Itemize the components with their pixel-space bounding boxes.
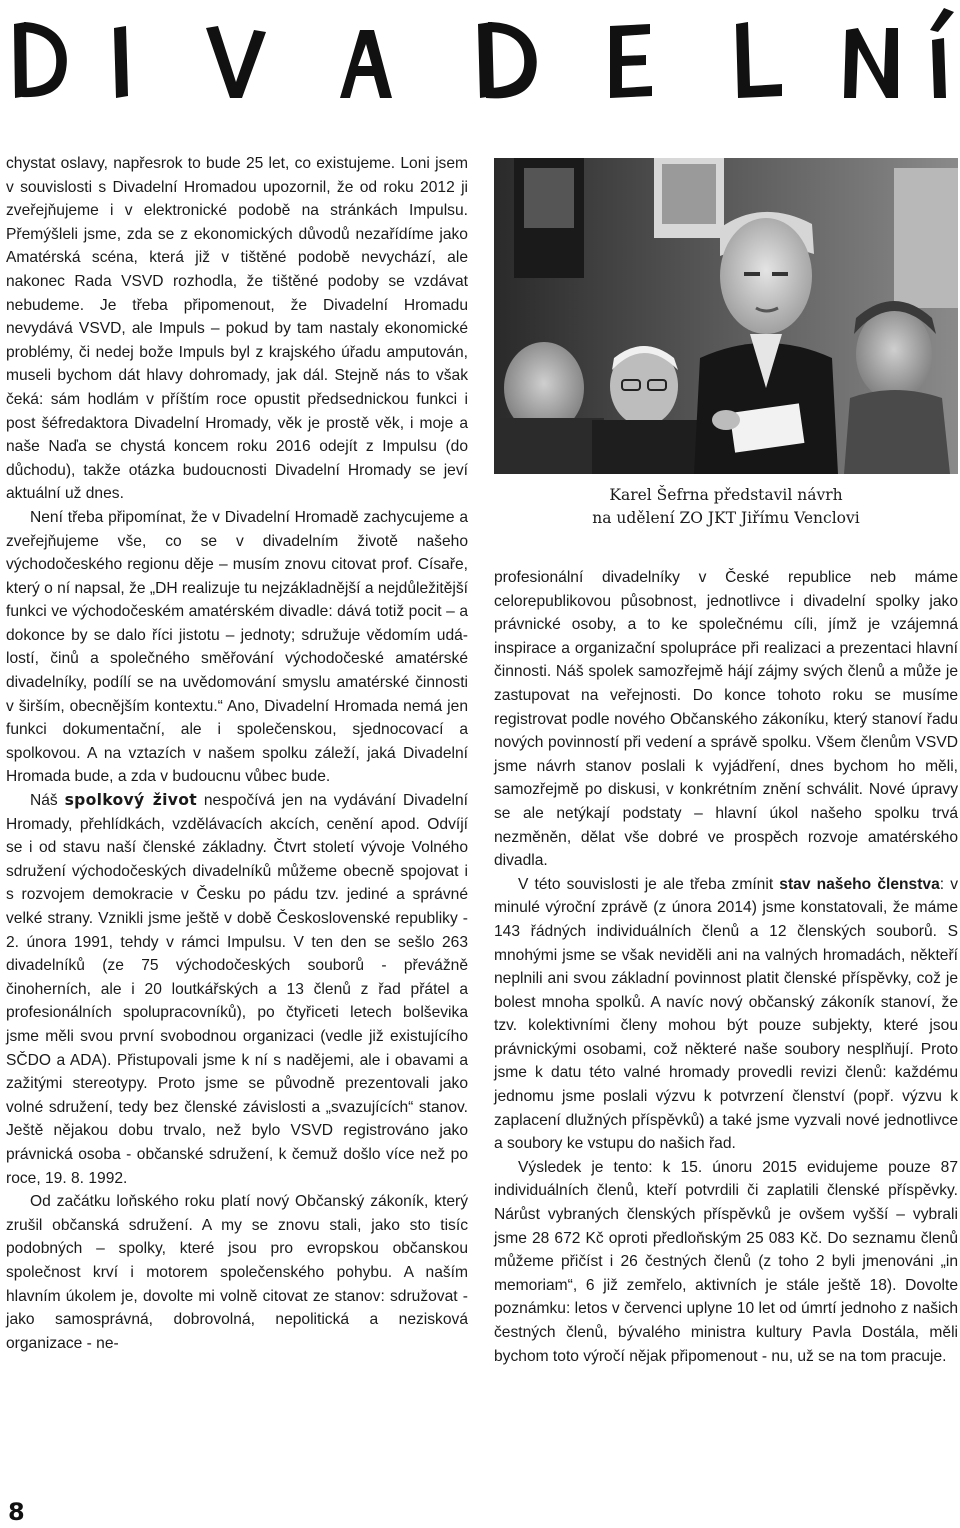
masthead-lettering — [0, 0, 960, 110]
masthead-letter-d2 — [478, 22, 537, 98]
left-paragraph-4: Od začátku loňského roku platí nový Občanský zákoník, který zrušil občanská sdružení. A my se znovu stali, jako sto tisíc podobných – spolky, které jsou pro evropskou občanskou společnost krví i motorem společenského pohybu. A naším hlavním úkolem je, dovolte mi volně citovat ze stanov: sdružovat - jako samosprávná, dobrovolná, nepolitická a nezisková organizace - ne- — [6, 1193, 468, 1352]
right-paragraph-2-rest: : v minulé výroční zprávě (z února 2014) jsme konstatovali, že máme 143 řádných individuálních členů a 12 členských souborů. S mnohými jsme se však neviděli ani na valných hromadách, někteří neplnili ani svou základní povinnost platit členské příspěvky, což je bolest mnoha spolků. A navíc nový občanský zákoník stanoví, že tzv. kolektivními členy mohou být pouze subjekty, které jsou právnickými osobami, což některé naše soubory nesplňují. Proto jsme k datu této valné hromady provedli revizi členů: každému jednomu jsme poslali výzvu k potvrzení členství (popř. výzvu k zaplacení dlužných příspěvků) a také jsme vyzvali nové jednotlivce a soubory ke vstupu do našich řad. — [494, 875, 959, 1153]
right-paragraph-2-start: V této souvislosti je ale třeba zmínit — [518, 875, 780, 893]
masthead — [0, 0, 960, 110]
masthead-letter-v — [206, 26, 266, 98]
photo-caption-line-1: Karel Šefrna představil návrh — [609, 486, 843, 504]
left-paragraph-3-start: Náš — [30, 792, 65, 810]
masthead-letter-i-acute — [930, 8, 954, 98]
masthead-letter-e — [610, 24, 652, 98]
masthead-letter-d — [14, 22, 67, 98]
page-number: 8 — [8, 1498, 25, 1526]
left-paragraph-2: Není třeba připomínat, že v Divadelní Hromadě zachycujeme a zveřejňujeme vše, co se v divadelním životě našeho východočeského regionu děje – musím znovu citovat prof. Císaře, který o ní napsal, že „DH realizuje tu nejzákladnější a nejdůležitější funkci ve východočeském amatérském divadle: dává totiž pocit – a dokonce by se dalo říci jistotu – jednoty; sdružuje vědomím událostí, činů a společného směřování východočeské amatérské divadelníky, podílí se na uvědomování smyslu amatérské činnosti v širším, obecnějším kontextu.“ Ano, Divadelní Hromada nemá jen funkci dokumentační, ale i společenskou, sjednocovací a spolkovou. A na vztazích v našem spolku záleží, jaká Divadelní Hromada bude, a zda v budoucnu vůbec bude. — [6, 508, 468, 786]
right-paragraph-1: profesionální divadelníky v České republice neb máme celorepublikovou působnost, jednotlivce i divadelní spolky jako právnické osoby, a to ke společnému cíli, jímž je vzájemná inspirace a organizační spolupráce při realizaci a prezentaci hlavní činnosti. Náš spolek samozřejmě hájí zájmy svých členů a může je zastupovat na veřejnosti. Do konce tohoto roku se musíme registrovat podle nového Občanského zákoníku, který stanoví řadu nových povinností při vedení a správě spolku. Všem členům VSVD jsme návrh stanov poslali k vyjádření, dnes bychom ho měli, samozřejmě po diskusi, v konkrétním znění schválit. Nové úpravy se ale netýkají podstaty – hlavní úkol našeho spolku trvá nezměněn, dělat vše dobré ve prospěch rozvoje amatérského divadla. — [494, 569, 958, 870]
left-paragraph-1: chystat oslavy, napřesrok to bude 25 let, co existujeme. Loni jsem v souvislosti s Divadelní Hromadou upozornil, že od roku 2012 ji zveřejňujeme i v elektronické podobě na stránkách Impulsu. Přemýšleli jsme, zda se z ekonomických důvodů nezařídíme jako Amatérská scéna, která již v tištěné podobě nevychází, ale nakonec Rada VSVD rozhodla, že tištěné podoby se vzdávat nebudeme. Je třeba připomenout, že Divadelní Hromadu nevydává VSVD, ale Impuls – pokud by tam nastaly ekonomické problémy, či nedej bože Impuls byl z krajského úřadu amputován, museli bychom dát hlavy dohromady, jak dál. Stejně nás to však čeká: sám hodlám v příštím roce opustit předsednickou funkci i post šéfredaktora Divadelní Hromady, věk je prostě věk, i moje a naše Naďa se chystá koncem roku 2016 odejít z Impulsu (do důchodu), takže otázka budoucnosti Divadelní Hromady se jeví aktuální už dnes. — [6, 155, 468, 503]
photo-caption-line-2: na udělení ZO JKT Jiřímu Venclovi — [592, 509, 860, 527]
heading-stav-clenstva: stav našeho členstva — [779, 875, 940, 893]
left-paragraph-3 — [6, 789, 468, 1190]
photo — [494, 158, 958, 474]
photo-image — [494, 158, 958, 474]
heading-spolkovy-zivot: spolkový život — [64, 791, 198, 810]
right-paragraph-2 — [494, 873, 958, 1156]
right-column — [494, 566, 958, 1368]
masthead-letter-a — [340, 30, 392, 98]
photo-caption — [494, 484, 958, 530]
right-paragraph-3: Výsledek je tento: k 15. únoru 2015 evidujeme pouze 87 individuálních členů, kteří potvrdili či zaplatili členské příspěvky. Nárůst vybraných členských příspěvků je ovšem vyšší – vybrali jsme 28 672 Kč oproti předloňským 25 083 Kč. Do seznamu členů můžeme přičíst i 26 čestných členů (z toho 2 byli jmenováni „in memoriam“, 6 již zemřelo, aktivních je stále ještě 18). Dovolte poznámku: letos v červenci uplyne 10 let od úmrtí jednoho z našich čestných členů, bývalého ministra kultury Pavla Dostála, měli bychom toto výročí nějak připomenout - nu, už se na tom pracuje. — [494, 1158, 958, 1365]
masthead-letter-l — [736, 22, 782, 98]
masthead-letter-i — [114, 26, 128, 98]
left-column — [6, 152, 468, 1355]
left-paragraph-3-rest: nespočívá jen na vydávání Divadelní Hromady, přehlídkách, vzdělávacích akcích, cenění apod. Odvíjí se i od stavu naší členské základny. Čtvrt století vývoje Volného sdružení východočeských divadelníků můžeme obecně spojovat i s rozvojem demokracie v Česku po pádu tzv. jediné a správné velké strany. Vznikli jsme ještě v době Československé republiky - 2. února 1991, tehdy v rámci Impulsu. V ten den se sešlo 263 divadelníků (ze 75 východočeských souborů - převážně činoherních, ale i 20 loutkářských a 13 členů z řad přátel a profesionálních spolupracovníků), po čtyřiceti letech bolševika jsme měli svou první svobodnou organizaci (vedle již existujícího SČDO a ADA). Přistupovali jsme k ní s nadějemi, ale i obavami a zažitými stereotypy. Proto jsme se původně prezentovali jako volné sdružení, tedy bez členské závislosti a „svazujících“ stanov. Ještě nějakou dobu trvalo, než bylo VSVD registrováno jako právnická osoba - občanské sdružení, k čemuž došlo více než po roce, 19. 8. 1992. — [6, 792, 468, 1187]
masthead-letter-n — [844, 28, 898, 98]
